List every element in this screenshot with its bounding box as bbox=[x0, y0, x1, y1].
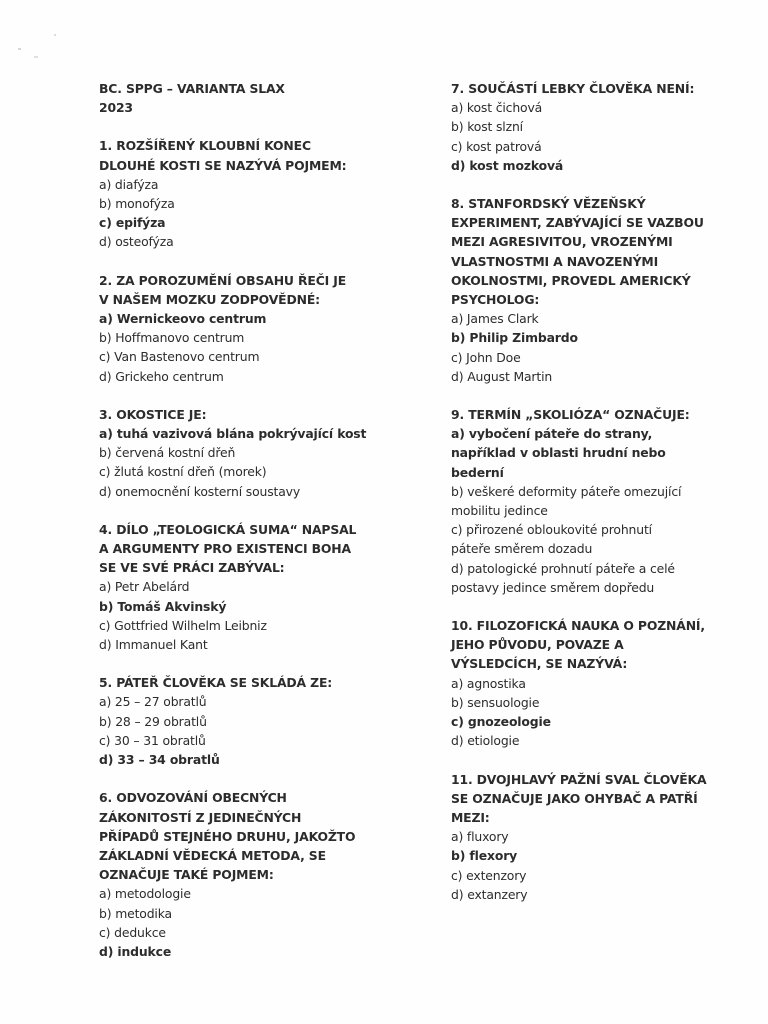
correct-answer-line: a) Wernickeovo centrum bbox=[99, 311, 267, 327]
question-title-line: VÝSLEDCÍCH, SE NAZÝVÁ: bbox=[451, 656, 628, 672]
answer-line: mobilitu jedince bbox=[451, 503, 548, 519]
correct-answer-line: d) 33 – 34 obratlů bbox=[99, 752, 220, 768]
question-title-line: ZÁKLADNÍ VĚDECKÁ METODA, SE bbox=[99, 847, 326, 863]
answer-line: c) Van Bastenovo centrum bbox=[99, 349, 260, 365]
question-title-line: A ARGUMENTY PRO EXISTENCI BOHA bbox=[99, 541, 351, 557]
question-title-line: ZÁKONITOSTÍ Z JEDINEČNÝCH bbox=[99, 809, 302, 825]
question-block bbox=[451, 405, 751, 597]
answer-line: postavy jedince směrem dopředu bbox=[451, 579, 655, 595]
question-block bbox=[451, 770, 751, 904]
question-title-line: 10. FILOZOFICKÁ NAUKA O POZNÁNÍ, bbox=[451, 618, 705, 634]
document-header bbox=[99, 79, 429, 117]
correct-answer-line: c) gnozeologie bbox=[451, 714, 551, 730]
header-year: 2023 bbox=[99, 100, 133, 116]
answer-line: c) žlutá kostní dřeň (morek) bbox=[99, 464, 267, 480]
answer-line: b) veškeré deformity páteře omezující bbox=[451, 483, 682, 499]
question-title-line: 6. ODVOZOVÁNÍ OBECNÝCH bbox=[99, 790, 287, 806]
question-title-line: EXPERIMENT, ZABÝVAJÍCÍ SE VAZBOU bbox=[451, 215, 704, 231]
question-title-line: V NAŠEM MOZKU ZODPOVĚDNÉ: bbox=[99, 291, 320, 307]
answer-line: a) diafýza bbox=[99, 176, 159, 192]
question-block bbox=[451, 616, 751, 750]
question-title-line: 11. DVOJHLAVÝ PAŽNÍ SVAL ČLOVĚKA bbox=[451, 771, 707, 787]
answer-line: a) Petr Abelárd bbox=[99, 579, 190, 595]
answer-line: c) 30 – 31 obratlů bbox=[99, 732, 206, 748]
question-title-line: 1. ROZŠÍŘENÝ KLOUBNÍ KONEC bbox=[99, 138, 311, 154]
question-title-line: MEZI: bbox=[451, 809, 490, 825]
correct-answer-line: c) epifýza bbox=[99, 215, 166, 231]
answer-line: b) Hoffmanovo centrum bbox=[99, 330, 245, 346]
answer-line: a) kost čichová bbox=[451, 100, 543, 116]
scan-speck bbox=[18, 48, 21, 50]
answer-line: b) 28 – 29 obratlů bbox=[99, 713, 207, 729]
question-title-line: 3. OKOSTICE JE: bbox=[99, 406, 207, 422]
question-title-line: VLASTNOSTMI A NAVOZENÝMI bbox=[451, 253, 659, 269]
answer-line: a) 25 – 27 obratlů bbox=[99, 694, 207, 710]
answer-line: c) extenzory bbox=[451, 867, 527, 883]
question-title-line: SE OZNAČUJE JAKO OHYBAČ A PATŘÍ bbox=[451, 790, 698, 806]
question-title-line: 4. DÍLO „TEOLOGICKÁ SUMA“ NAPSAL bbox=[99, 521, 357, 537]
answer-line: a) agnostika bbox=[451, 675, 526, 691]
answer-line: d) etiologie bbox=[451, 733, 520, 749]
answer-line: a) fluxory bbox=[451, 829, 509, 845]
question-title-line: 8. STANFORDSKÝ VĚZEŇSKÝ bbox=[451, 196, 646, 212]
answer-line: c) dedukce bbox=[99, 924, 166, 940]
answer-line: a) metodologie bbox=[99, 886, 191, 902]
question-title-line: 2. ZA POROZUMĚNÍ OBSAHU ŘEČI JE bbox=[99, 272, 347, 288]
answer-line: páteře směrem dozadu bbox=[451, 541, 593, 557]
answer-line: d) August Martin bbox=[451, 368, 553, 384]
answer-line: d) extanzery bbox=[451, 886, 528, 902]
answer-line: a) James Clark bbox=[451, 311, 539, 327]
question-title-line: PSYCHOLOG: bbox=[451, 292, 540, 308]
answer-line: c) Gottfried Wilhelm Leibniz bbox=[99, 617, 267, 633]
correct-answer-line: b) flexory bbox=[451, 848, 518, 864]
header-title: BC. SPPG – VARIANTA SLAX bbox=[99, 81, 285, 96]
question-title-line: 9. TERMÍN „SKOLIÓZA“ OZNAČUJE: bbox=[451, 407, 690, 423]
answer-line: d) patologické prohnutí páteře a celé bbox=[451, 560, 675, 576]
question-block bbox=[99, 673, 429, 769]
answer-line: d) onemocnění kosterní soustavy bbox=[99, 483, 301, 499]
answer-line: b) červená kostní dřeň bbox=[99, 445, 236, 461]
correct-answer-line: a) tuhá vazivová blána pokrývající kost bbox=[99, 426, 367, 442]
question-title-line: MEZI AGRESIVITOU, VROZENÝMI bbox=[451, 234, 673, 250]
correct-answer-line: b) Tomáš Akvinský bbox=[99, 598, 227, 614]
question-title-line: 5. PÁTEŘ ČLOVĚKA SE SKLÁDÁ ZE: bbox=[99, 675, 333, 691]
correct-answer-line: d) kost mozková bbox=[451, 157, 564, 173]
question-block bbox=[99, 788, 429, 961]
right-column bbox=[451, 79, 751, 923]
question-title-line: 7. SOUČÁSTÍ LEBKY ČLOVĚKA NENÍ: bbox=[451, 81, 695, 96]
answer-line: b) monofýza bbox=[99, 196, 175, 212]
question-block bbox=[99, 405, 429, 501]
answer-line: c) přirozené obloukovité prohnutí bbox=[451, 522, 652, 538]
answer-line: d) Immanuel Kant bbox=[99, 637, 208, 653]
correct-answer-line: například v oblasti hrudní nebo bbox=[451, 445, 666, 461]
question-block bbox=[99, 136, 429, 251]
answer-line: d) osteofýza bbox=[99, 234, 174, 250]
correct-answer-line: b) Philip Zimbardo bbox=[451, 330, 578, 346]
question-title-line: SE VE SVÉ PRÁCI ZABÝVAL: bbox=[99, 560, 285, 576]
scan-speck bbox=[54, 34, 56, 36]
question-block bbox=[99, 271, 429, 386]
answer-line: c) kost patrová bbox=[451, 138, 542, 154]
scan-speck bbox=[34, 56, 38, 58]
question-title-line: PŘÍPADŮ STEJNÉHO DRUHU, JAKOŽTO bbox=[99, 828, 356, 844]
question-block bbox=[451, 79, 751, 175]
question-block bbox=[99, 520, 429, 654]
question-title-line: OZNAČUJE TAKÉ POJMEM: bbox=[99, 867, 274, 883]
question-title-line: OKOLNOSTMI, PROVEDL AMERICKÝ bbox=[451, 272, 691, 288]
answer-line: d) Grickeho centrum bbox=[99, 368, 224, 384]
left-column bbox=[99, 79, 429, 980]
correct-answer-line: a) vybočení páteře do strany, bbox=[451, 426, 653, 442]
correct-answer-line: d) indukce bbox=[99, 943, 172, 959]
question-block bbox=[451, 194, 751, 386]
answer-line: c) John Doe bbox=[451, 349, 521, 365]
answer-line: b) sensuologie bbox=[451, 694, 540, 710]
answer-line: b) kost slzní bbox=[451, 119, 523, 135]
answer-line: b) metodika bbox=[99, 905, 172, 921]
correct-answer-line: bederní bbox=[451, 464, 504, 480]
question-title-line: DLOUHÉ KOSTI SE NAZÝVÁ POJMEM: bbox=[99, 157, 347, 173]
question-title-line: JEHO PŮVODU, POVAZE A bbox=[451, 637, 624, 653]
